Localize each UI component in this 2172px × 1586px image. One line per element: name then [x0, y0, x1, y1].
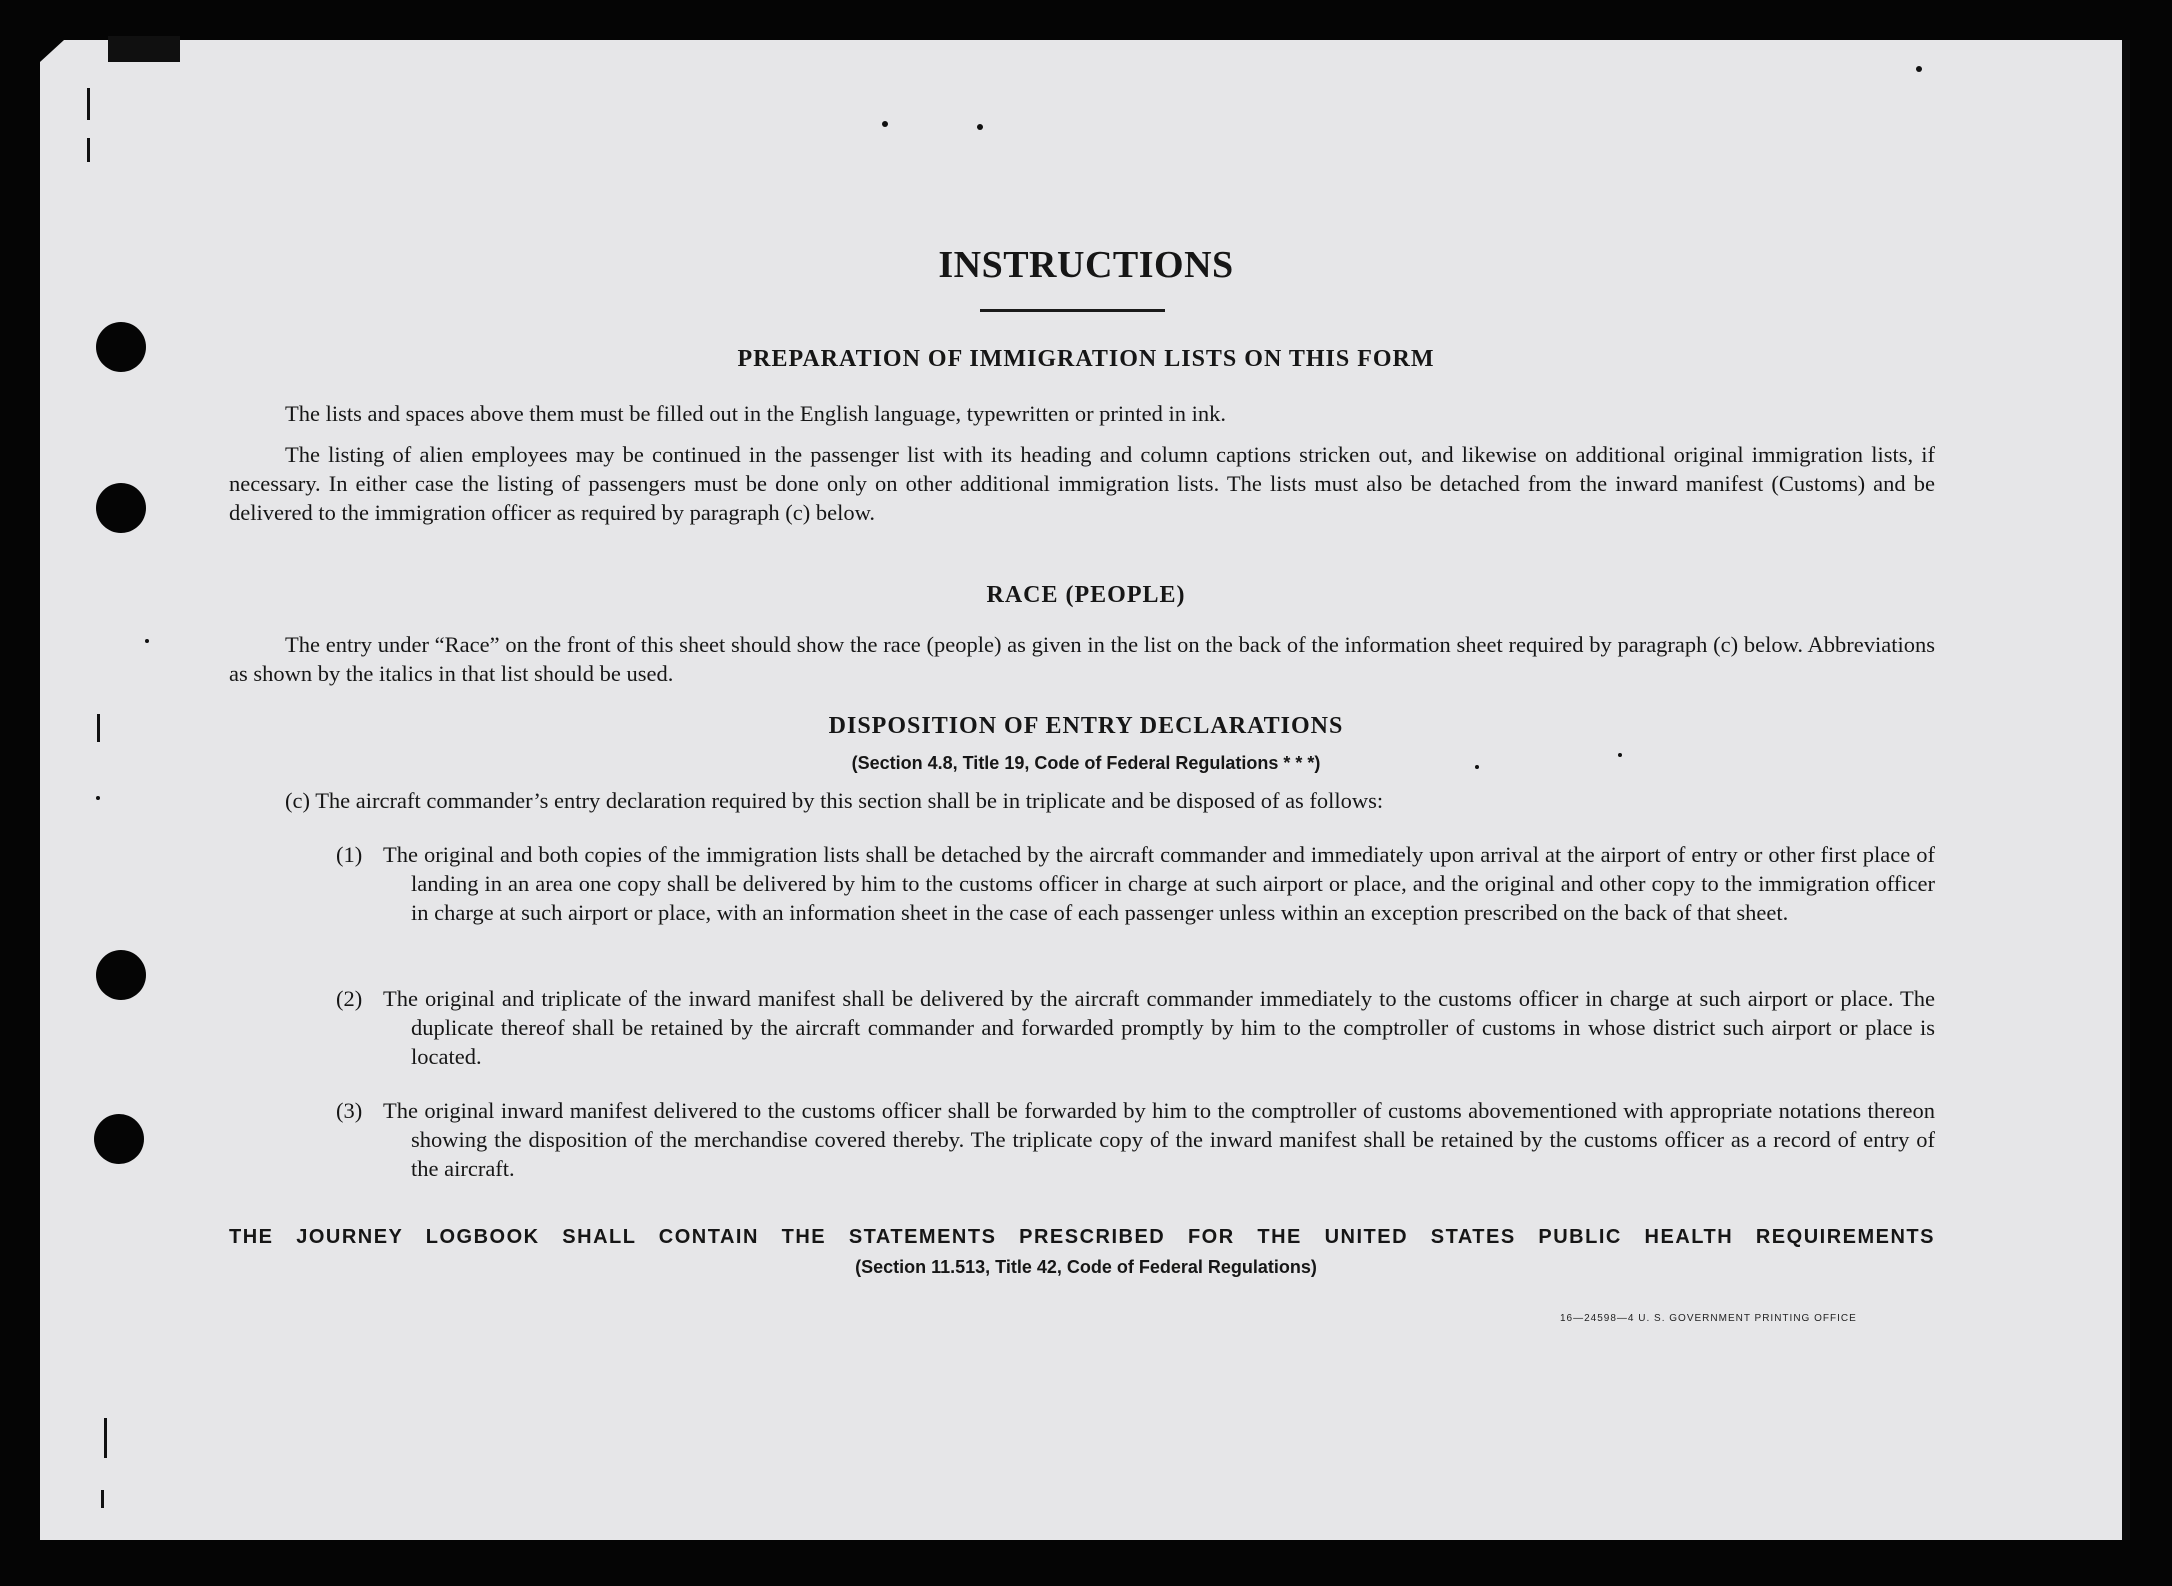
list-item: [336, 1096, 1935, 1183]
speck: [882, 121, 888, 127]
section-heading-disposition: DISPOSITION OF ENTRY DECLARATIONS: [828, 713, 1344, 739]
title-underline: [980, 309, 1165, 312]
item-number: (3): [336, 1098, 363, 1123]
item-number: (1): [336, 842, 363, 867]
item-number: (2): [336, 986, 363, 1011]
paragraph-typewritten: The lists and spaces above them must be filled out in the English language, typewritten or printed in ink.: [285, 401, 1227, 426]
edge-tick: [87, 88, 90, 120]
paragraph-c-intro: (c) The aircraft commander’s entry declaration required by this section shall be in triplicate and be disposed of as follows:: [285, 788, 1384, 813]
speck: [96, 796, 100, 800]
item-text: The original and triplicate of the inward manifest shall be delivered by the aircraft commander immediately to the customs officer in charge at such airport or place. The duplicate thereof shall be retained by the aircraft commander and forwarded promptly by him to the comptroller of customs in whose district such airport or place is located.: [383, 986, 1935, 1069]
printer-mark: 16—24598—4 U. S. GOVERNMENT PRINTING OFFICE: [1560, 1313, 1857, 1324]
paragraph-alien-employees: The listing of alien employees may be continued in the passenger list with its heading and column captions stricken out, and likewise on additional original immigration lists, if necessary. In either case the listing of passengers must be done only on other additional immigration lists. The lists must also be detached from the inward manifest (Customs) and be delivered to the immigration officer as required by paragraph (c) below.: [229, 442, 1935, 525]
punch-hole-2: [96, 483, 146, 533]
page-title: INSTRUCTIONS: [938, 244, 1234, 286]
edge-tick: [101, 1490, 104, 1508]
footer-statement: THE JOURNEY LOGBOOK SHALL CONTAIN THE STATEMENTS PRESCRIBED FOR THE UNITED STATES PUBLIC HEALTH REQUIREMENTS: [229, 1226, 1935, 1248]
list-item: [336, 840, 1935, 927]
item-text: The original and both copies of the immigration lists shall be detached by the aircraft commander and immediately upon arrival at the airport of entry or other first place of landing in an area one copy shall be delivered by him to the customs officer in charge at such airport or place, and the original and other copy to the immigration officer in charge at such airport or place, with an information sheet in the case of each passenger unless within an exception prescribed on the back of that sheet.: [383, 842, 1935, 925]
footer-citation: (Section 11.513, Title 42, Code of Federal Regulations): [855, 1257, 1317, 1277]
list-item: [336, 984, 1935, 1071]
corner-tape: [108, 36, 180, 62]
paragraph-race: The entry under “Race” on the front of this sheet should show the race (people) as given in the list on the back of the information sheet required by paragraph (c) below. Abbreviations as shown by the italics in that list should be used.: [229, 632, 1935, 686]
item-text: The original inward manifest delivered to the customs officer shall be forwarded by him to the comptroller of customs abovementioned with appropriate notations thereon showing the disposition of the merchandise covered thereby. The triplicate copy of the inward manifest shall be retained by the customs officer as a record of entry of the aircraft.: [383, 1098, 1935, 1181]
punch-hole-3: [96, 950, 146, 1000]
section-citation: (Section 4.8, Title 19, Code of Federal Regulations * * *): [851, 753, 1321, 773]
speck: [145, 639, 149, 643]
speck: [1916, 66, 1922, 72]
section-heading-race: RACE (PEOPLE): [986, 582, 1186, 608]
edge-tick: [87, 138, 90, 162]
speck: [977, 124, 983, 130]
edge-tick: [104, 1418, 107, 1458]
punch-hole-4: [94, 1114, 144, 1164]
section-heading-preparation: PREPARATION OF IMMIGRATION LISTS ON THIS FORM: [737, 346, 1435, 372]
